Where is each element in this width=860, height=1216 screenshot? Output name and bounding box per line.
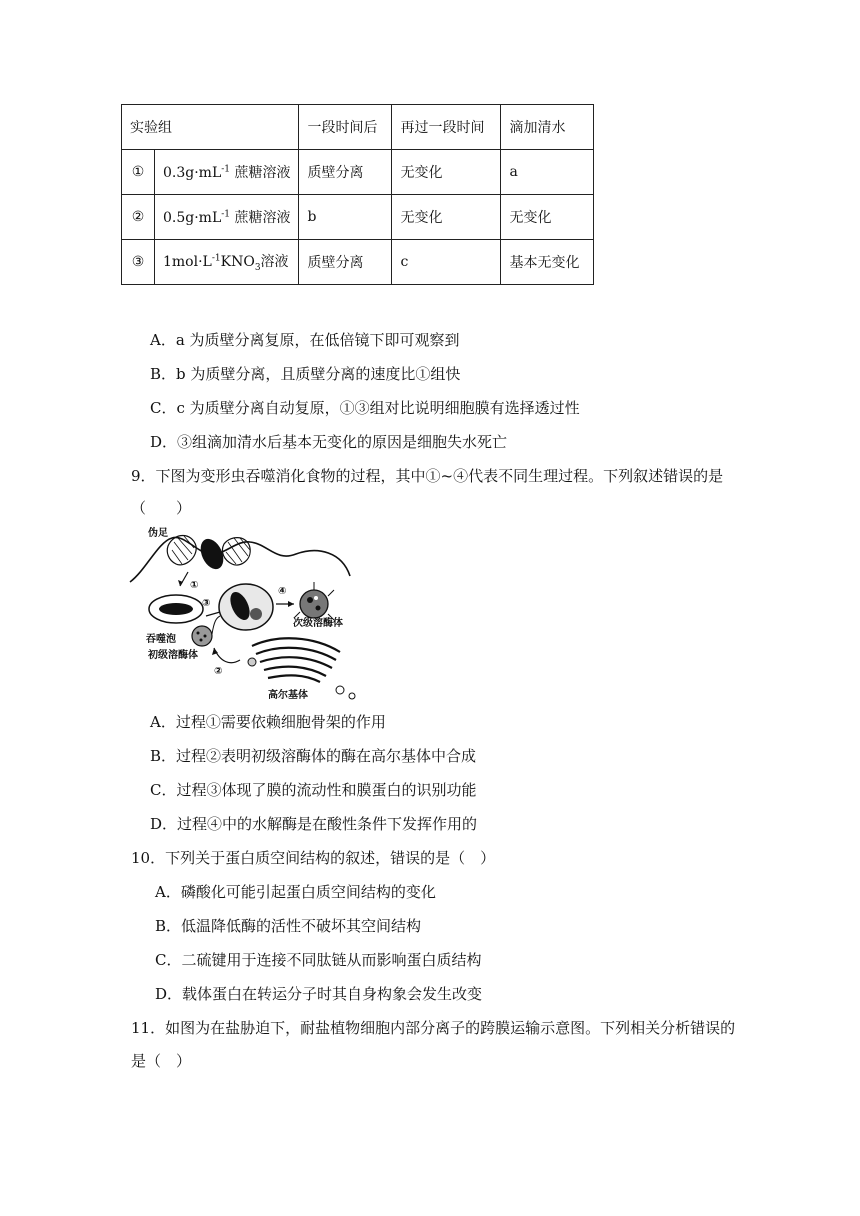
q8-option-c: C．c 为质壁分离自动复原，①③组对比说明细胞膜有选择透过性 <box>150 399 580 417</box>
header-group: 实验组 <box>122 105 299 150</box>
pseudopod-label: 伪足 <box>148 528 168 539</box>
step3-label: ③ <box>202 598 211 609</box>
table-row <box>122 240 594 285</box>
amoeba-phagocytosis-diagram <box>128 524 358 702</box>
cell-t2: c <box>392 240 501 285</box>
q9-option-c: C．过程③体现了膜的流动性和膜蛋白的识别功能 <box>150 781 477 799</box>
solution-cell: $1mol\cdot L^{-1}KNO_3$溶液 <box>155 240 299 285</box>
q11-stem-cont: 是（ ） <box>131 1052 192 1070</box>
q10-option-d: D．载体蛋白在转运分子时其自身构象会发生改变 <box>155 985 483 1003</box>
table-header-row <box>122 105 594 150</box>
table-row <box>122 150 594 195</box>
cell-t2: 无变化 <box>392 195 501 240</box>
cell-t2: 无变化 <box>392 150 501 195</box>
table-row <box>122 195 594 240</box>
row-number: ② <box>122 195 155 240</box>
row-number: ① <box>122 150 155 195</box>
q10-option-c: C．二硫键用于连接不同肽链从而影响蛋白质结构 <box>155 951 482 969</box>
experiment-table <box>121 104 594 285</box>
solution-cell: $0.5g\cdot mL^{-1}$ 蔗糖溶液 <box>155 195 299 240</box>
cell-t1: 质壁分离 <box>299 240 392 285</box>
pseudopod-region <box>167 535 250 572</box>
q8-option-a: A．a 为质壁分离复原，在低倍镜下即可观察到 <box>150 331 460 349</box>
header-t3: 滴加清水 <box>501 105 594 150</box>
row-number: ③ <box>122 240 155 285</box>
q11-stem: 11．如图为在盐胁迫下，耐盐植物细胞内部分离子的跨膜运输示意图。下列相关分析错误的 <box>131 1019 736 1037</box>
header-t2: 再过一段时间 <box>392 105 501 150</box>
header-t1: 一段时间后 <box>299 105 392 150</box>
cell-t3: 无变化 <box>501 195 594 240</box>
q10-stem: 10．下列关于蛋白质空间结构的叙述，错误的是（ ） <box>131 849 496 867</box>
golgi-apparatus <box>252 638 340 682</box>
q10-option-b: B．低温降低酶的活性不破坏其空间结构 <box>155 917 422 935</box>
cell-t1: b <box>299 195 392 240</box>
phagosome-label: 吞噬泡 <box>146 634 176 645</box>
step2-label: ② <box>214 666 223 677</box>
golgi-label: 高尔基体 <box>268 690 308 701</box>
q9-stem: 9．下图为变形虫吞噬消化食物的过程，其中①~④代表不同生理过程。下列叙述错误的是 <box>131 467 724 485</box>
secondary-lysosome-label: 次级溶酶体 <box>293 618 343 629</box>
primary-lysosome-label: 初级溶酶体 <box>148 650 198 661</box>
q10-option-a: A．磷酸化可能引起蛋白质空间结构的变化 <box>155 883 436 901</box>
q9-option-d: D．过程④中的水解酶是在酸性条件下发挥作用的 <box>150 815 478 833</box>
q9-answer-paren: （ ） <box>131 499 192 517</box>
cell-t1: 质壁分离 <box>299 150 392 195</box>
cell-t3: a <box>501 150 594 195</box>
q9-option-a: A．过程①需要依赖细胞骨架的作用 <box>150 713 386 731</box>
solution-cell: $0.3g\cdot mL^{-1}$ 蔗糖溶液 <box>155 150 299 195</box>
step4-label: ④ <box>278 586 287 597</box>
primary-lysosome <box>192 626 212 646</box>
step1-label: ① <box>190 580 199 591</box>
q9-option-b: B．过程②表明初级溶酶体的酶在高尔基体中合成 <box>150 747 477 765</box>
cell-t3: 基本无变化 <box>501 240 594 285</box>
q8-option-d: D．③组滴加清水后基本无变化的原因是细胞失水死亡 <box>150 433 508 451</box>
q8-option-b: B．b 为质壁分离，且质壁分离的速度比①组快 <box>150 365 461 383</box>
secondary-lysosome <box>300 590 328 618</box>
